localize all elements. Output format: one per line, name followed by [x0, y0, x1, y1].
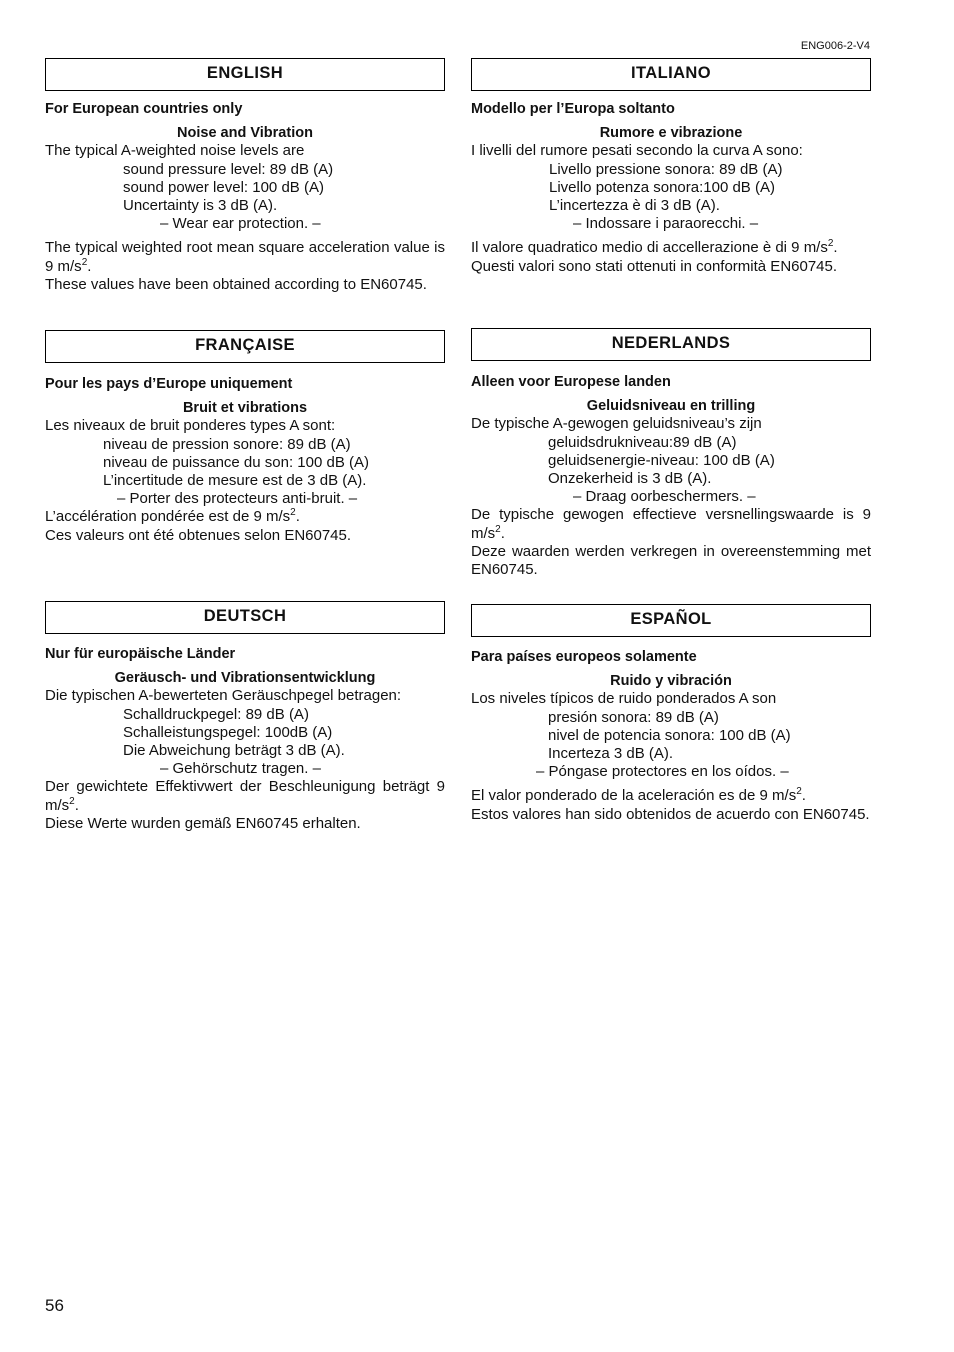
intro-text: I livelli del rumore pesati secondo la curva A sono: [471, 142, 803, 160]
uncertainty-line: Uncertainty is 3 dB (A). [123, 197, 278, 215]
sound-pressure-line: geluidsdrukniveau:89 dB (A) [548, 433, 737, 451]
section-heading: ITALIANO [471, 58, 871, 91]
region-note: Alleen voor Europese landen [471, 374, 671, 390]
acceleration-text: The typical weighted root mean square acceleration value is 9 $m/s^2$. [45, 239, 445, 275]
conformity-text: These values have been obtained according to EN60745. [45, 275, 427, 293]
sound-power-line: nivel de potencia sonora: 100 dB (A) [548, 726, 791, 744]
sound-pressure-line: presión sonora: 89 dB (A) [548, 708, 719, 726]
page-number: 56 [45, 1296, 64, 1315]
section-subheading: Rumore e vibrazione [599, 125, 743, 142]
conformity-text: Estos valores han sido obtenidos de acuerdo con EN60745. [471, 805, 870, 823]
region-note: Pour les pays d’Europe uniquement [45, 376, 293, 392]
region-note: Para países europeos solamente [471, 649, 697, 665]
sound-pressure-line: Schalldruckpegel: 89 dB (A) [123, 705, 309, 723]
protection-line: – Draag oorbeschermers. – [573, 488, 756, 506]
conformity-text: Diese Werte wurden gemäß EN60745 erhalten. [45, 814, 361, 832]
section-italiano [471, 58, 871, 276]
section-subheading: Geräusch- und Vibrationsentwicklung [114, 670, 376, 687]
section-subheading: Noise and Vibration [177, 125, 313, 142]
section-heading: ENGLISH [45, 58, 445, 91]
intro-text: Les niveaux de bruit ponderes types A sont: [45, 417, 336, 435]
sound-power-line: sound power level: 100 dB (A) [123, 178, 324, 196]
uncertainty-line: L’incertezza è di 3 dB (A). [549, 197, 720, 215]
conformity-text: Ces valeurs ont été obtenues selon EN60745. [45, 526, 352, 544]
region-note: For European countries only [45, 101, 243, 117]
section-heading: FRANÇAISE [45, 330, 445, 363]
acceleration-text: L’accélération pondérée est de 9 $m/s^2$. [45, 507, 300, 526]
intro-text: Los niveles típicos de ruido ponderados A son [471, 690, 777, 708]
sound-pressure-line: Livello pressione sonora: 89 dB (A) [549, 160, 783, 178]
section-heading: ESPAÑOL [471, 604, 871, 637]
acceleration-text: El valor ponderado de la aceleración es de 9 $m/s^2$. [471, 786, 806, 805]
section-espanol [471, 604, 871, 824]
acceleration-text: De typische gewogen effectieve versnellingswaarde is 9 $m/s^2$. [471, 506, 871, 542]
uncertainty-line: Incerteza 3 dB (A). [548, 745, 674, 763]
protection-line: – Indossare i paraorecchi. – [573, 215, 759, 233]
intro-text: The typical A-weighted noise levels are [45, 142, 305, 160]
region-note: Modello per l’Europa soltanto [471, 101, 675, 117]
sound-power-line: geluidsenergie-niveau: 100 dB (A) [548, 451, 775, 469]
protection-line: – Wear ear protection. – [160, 215, 321, 233]
conformity-text: Deze waarden werden verkregen in overeenstemming met EN60745. [471, 542, 871, 579]
sound-pressure-line: sound pressure level: 89 dB (A) [123, 160, 334, 178]
section-subheading: Ruido y vibración [610, 673, 732, 690]
uncertainty-line: Onzekerheid is 3 dB (A). [548, 470, 712, 488]
conformity-text: Questi valori sono stati ottenuti in conformità EN60745. [471, 257, 838, 275]
protection-line: – Gehörschutz tragen. – [160, 760, 321, 778]
section-heading: NEDERLANDS [471, 328, 871, 361]
sound-power-line: niveau de puissance du son: 100 dB (A) [103, 453, 370, 471]
uncertainty-line: L’incertitude de mesure est de 3 dB (A). [103, 472, 367, 490]
section-subheading: Bruit et vibrations [182, 400, 308, 417]
acceleration-text: Il valore quadratico medio di accellerazione è di 9 $m/s^2$. [471, 238, 838, 257]
section-francaise [45, 330, 445, 545]
section-subheading: Geluidsniveau en trilling [586, 398, 756, 415]
section-deutsch [45, 601, 445, 833]
protection-line: – Póngase protectores en los oídos. – [536, 763, 789, 781]
acceleration-text: Der gewichtete Effektivwert der Beschleunigung beträgt 9 $m/s^2$. [45, 778, 445, 814]
sound-pressure-line: niveau de pression sonore: 89 dB (A) [103, 435, 351, 453]
section-nederlands [471, 328, 871, 579]
document-id: ENG006-2-V4 [800, 40, 870, 52]
intro-text: Die typischen A-bewerteten Geräuschpegel betragen: [45, 687, 402, 705]
intro-text: De typische A-gewogen geluidsniveau’s zijn [471, 415, 762, 433]
section-english [45, 58, 445, 294]
section-heading: DEUTSCH [45, 601, 445, 634]
sound-power-line: Livello potenza sonora:100 dB (A) [549, 178, 775, 196]
uncertainty-line: Die Abweichung beträgt 3 dB (A). [123, 742, 345, 760]
sound-power-line: Schalleistungspegel: 100dB (A) [123, 723, 333, 741]
region-note: Nur für europäische Länder [45, 646, 236, 662]
protection-line: – Porter des protecteurs anti-bruit. – [117, 490, 358, 508]
